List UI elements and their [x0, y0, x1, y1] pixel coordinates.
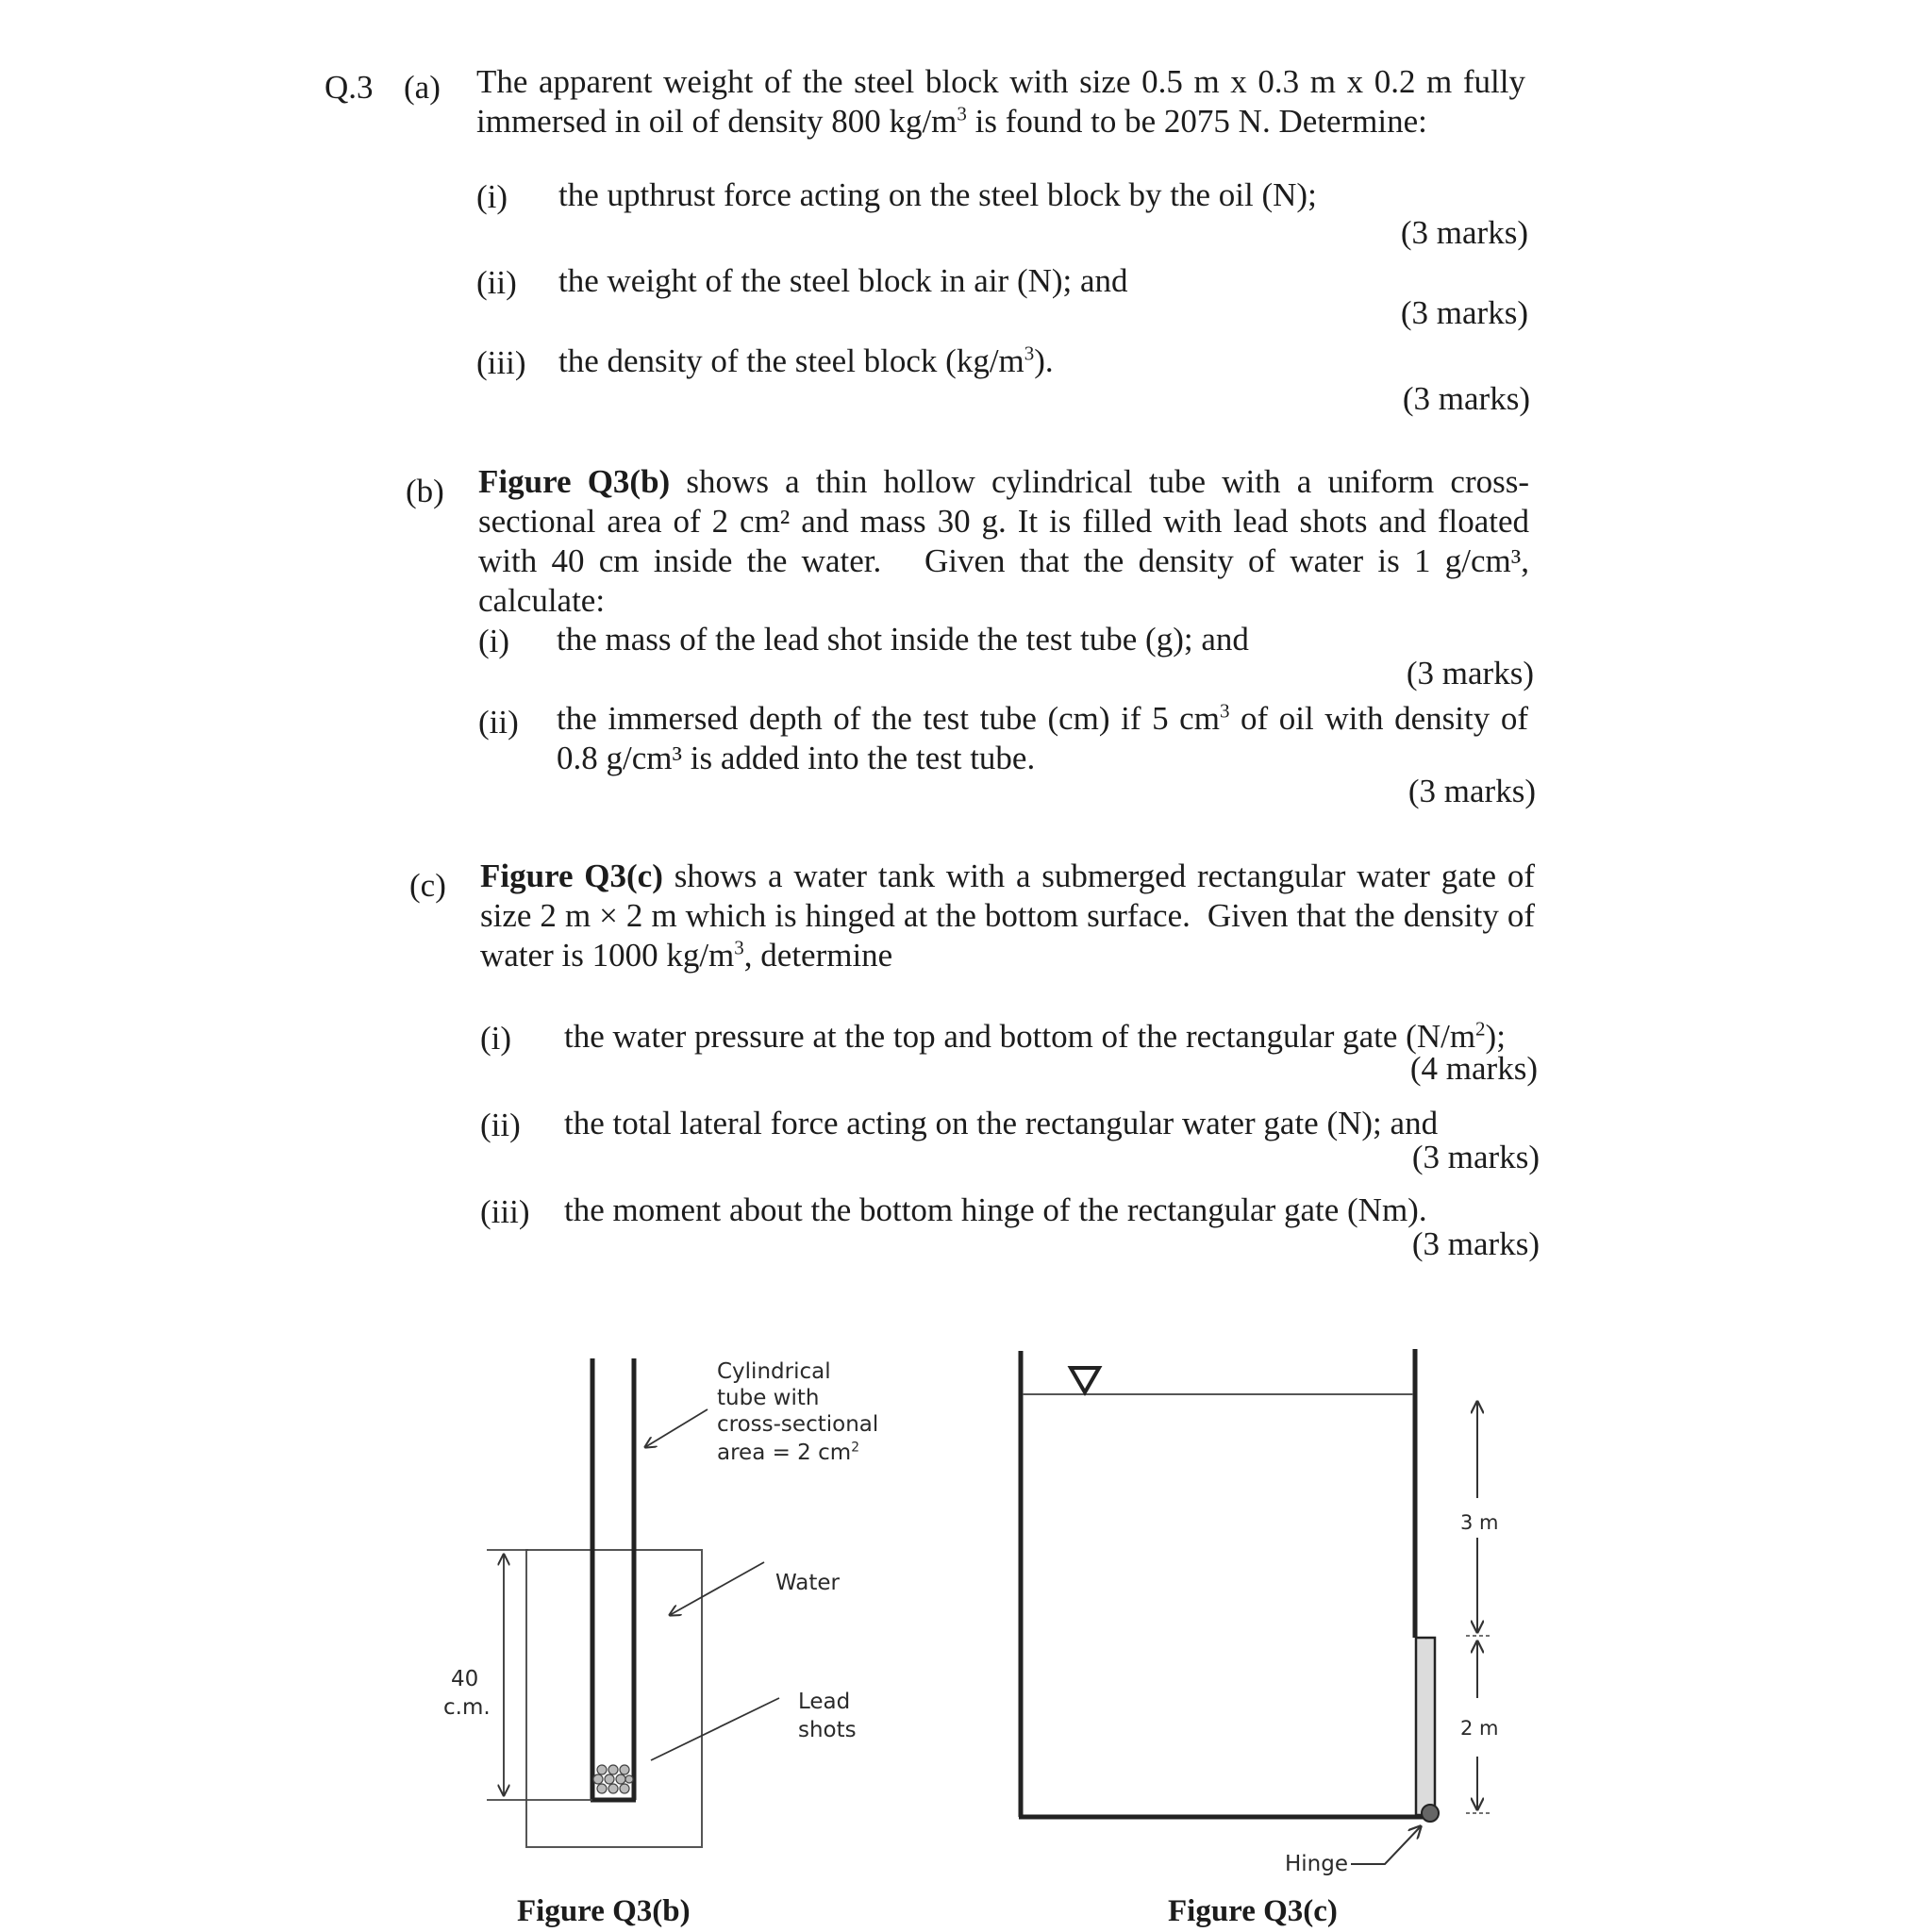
- lead-shots: [593, 1765, 633, 1793]
- water-container: [526, 1550, 702, 1847]
- figure-c-drawing: [1019, 1349, 1491, 1864]
- part-b-label: (b): [406, 473, 444, 509]
- part-c-i-marks: (4 marks): [1409, 1050, 1538, 1087]
- part-c-iii-label: (iii): [480, 1193, 530, 1230]
- part-a-i-label: (i): [476, 178, 508, 215]
- tube-label-line1: Cylindrical: [717, 1359, 831, 1384]
- part-a-i-text: the upthrust force acting on the steel block by the oil (N);: [558, 176, 1317, 213]
- part-b-ii-text: the immersed depth of the test tube (cm) if 5 $cm^3$ of oil with density of 0.8 g/cm³ is added into the test tube.: [557, 699, 1528, 776]
- part-a-intro: The apparent weight of the steel block with size 0.5 m x 0.3 m x 0.2 m fully immersed in oil of density 800 $kg/m^3$ is found to be 2075 N. Determine:: [476, 63, 1525, 140]
- hinge-label: Hinge: [1285, 1852, 1349, 1876]
- part-c-ii-text: the total lateral force acting on the rectangular water gate (N); and: [564, 1105, 1439, 1141]
- water-leader: [670, 1562, 764, 1615]
- figure-b-caption: Figure Q3(b): [517, 1894, 691, 1928]
- part-b-i-marks: (3 marks): [1406, 655, 1534, 691]
- part-b-i-label: (i): [478, 623, 510, 659]
- part-a-ii-text: the weight of the steel block in air (N); and: [558, 262, 1128, 299]
- hinge-pin: [1422, 1805, 1439, 1822]
- part-b-intro: Figure Q3(b) shows a thin hollow cylindrical tube with a uniform cross-sectional area of 2 cm² and mass 30 g. It is filled with lead shots and floated with 40 cm inside the water. Given that the density of water is 1 g/cm³, calculate:: [478, 463, 1529, 619]
- dim-3m-label: 3 m: [1460, 1511, 1499, 1534]
- question-number: Q.3: [325, 69, 374, 106]
- part-a-iii-text: the density of the steel block $(kg/m^3)$.: [558, 341, 1054, 379]
- part-b-i-text: the mass of the lead shot inside the test tube (g); and: [557, 621, 1249, 658]
- lead-label-line2: shots: [798, 1718, 857, 1742]
- part-b-ii-marks: (3 marks): [1407, 773, 1536, 809]
- part-b-ii-label: (ii): [478, 704, 519, 741]
- part-a-label: (a): [404, 69, 441, 106]
- part-c-iii-text: the moment about the bottom hinge of the rectangular gate (Nm).: [564, 1191, 1427, 1228]
- part-a-iii-label: (iii): [476, 344, 526, 381]
- lead-leader: [651, 1698, 779, 1760]
- tube-label-line4: area = 2 $cm^2$: [717, 1440, 859, 1465]
- part-c-ii-label: (ii): [480, 1107, 521, 1143]
- part-a-ii-marks: (3 marks): [1400, 294, 1528, 331]
- part-c-intro: Figure Q3(c) shows a water tank with a submerged rectangular water gate of size 2 m × 2 m which is hinged at the bottom surface. Given that the density of water is 1000 $kg/m^3$, determine: [480, 858, 1536, 974]
- part-a-iii-marks: (3 marks): [1402, 380, 1530, 417]
- part-a-i-marks: (3 marks): [1400, 214, 1528, 251]
- part-c-ii-marks: (3 marks): [1411, 1139, 1540, 1175]
- depth-value-label: 40: [451, 1667, 479, 1691]
- depth-unit-label: c.m.: [443, 1695, 491, 1720]
- lead-label-line1: Lead: [798, 1690, 851, 1714]
- gate: [1416, 1638, 1435, 1815]
- hinge-leader: [1351, 1826, 1421, 1864]
- tube-leader: [645, 1409, 708, 1447]
- part-c-i-text: the water pressure at the top and bottom of the rectangular gate $(N/m^2)$;: [564, 1017, 1506, 1055]
- part-c-label: (c): [409, 867, 446, 904]
- tube-label-line2: tube with: [717, 1386, 820, 1410]
- part-c-i-label: (i): [480, 1020, 512, 1057]
- part-a-ii-label: (ii): [476, 264, 517, 301]
- tube-label-line3: cross-sectional: [717, 1412, 879, 1437]
- water-level-symbol: [1071, 1368, 1099, 1392]
- dim-2m-label: 2 m: [1460, 1717, 1499, 1740]
- water-label: Water: [775, 1571, 840, 1595]
- figure-c-caption: Figure Q3(c): [1168, 1894, 1338, 1928]
- part-c-iii-marks: (3 marks): [1411, 1225, 1540, 1262]
